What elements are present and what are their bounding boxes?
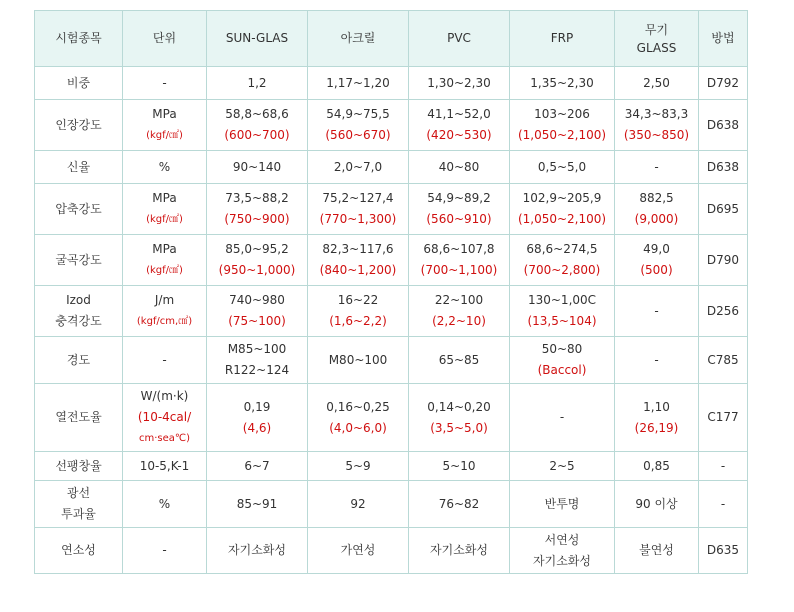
- cell-line: 65~85: [438, 352, 480, 367]
- table-row: [35, 384, 748, 452]
- cell-line: -: [654, 303, 659, 318]
- cell-line: cm·sea℃): [138, 433, 191, 444]
- cell-unit: [123, 528, 207, 574]
- cell-unit: [123, 452, 207, 481]
- cell-line: 반투명: [544, 496, 580, 511]
- cell-line: %: [158, 496, 171, 511]
- cell-acrylic: [308, 337, 409, 384]
- cell-line: (26,19): [634, 420, 679, 435]
- cell-line: 자기소화성: [228, 543, 286, 557]
- cell-frp: [510, 286, 615, 337]
- cell-sun-glas: [207, 481, 308, 528]
- cell-line: R122~124: [224, 363, 290, 377]
- cell-inorganic-glass: [615, 184, 699, 235]
- cell-line: C177: [707, 410, 739, 424]
- cell-line: W/(m·k): [140, 389, 189, 403]
- cell-method: [699, 452, 748, 481]
- cell-line: 0,16~0,25: [326, 399, 390, 414]
- cell-sun-glas: [207, 67, 308, 100]
- cell-line: 68,6~107,8: [423, 242, 495, 256]
- cell-sun-glas: [207, 151, 308, 184]
- cell-line: 76~82: [438, 496, 480, 511]
- cell-line: -: [720, 458, 726, 473]
- cell-unit: [123, 67, 207, 100]
- cell-test-item: [35, 528, 123, 574]
- cell-sun-glas: [207, 184, 308, 235]
- cell-test-item: [35, 151, 123, 184]
- cell-line: D256: [706, 303, 740, 318]
- cell-line: M85~100: [227, 342, 287, 356]
- cell-line: 연소성: [61, 543, 96, 557]
- cell-line: D638: [706, 117, 740, 132]
- table-body: [35, 67, 748, 574]
- cell-sun-glas: [207, 286, 308, 337]
- cell-line: 92: [350, 496, 366, 511]
- cell-pvc: [409, 481, 510, 528]
- header-method: 방법: [699, 11, 748, 67]
- cell-test-item: [35, 100, 123, 151]
- cell-line: 103~206: [534, 107, 590, 121]
- cell-line: 2~5: [549, 458, 575, 473]
- cell-inorganic-glass: [615, 67, 699, 100]
- cell-line: 투과율: [61, 507, 96, 521]
- cell-line: C785: [707, 352, 739, 367]
- cell-line: 0,19: [243, 399, 271, 414]
- cell-acrylic: [308, 151, 409, 184]
- table-row: [35, 528, 748, 574]
- cell-line: (560~910): [426, 212, 492, 226]
- cell-sun-glas: [207, 452, 308, 481]
- cell-line: (13,5~104): [527, 314, 597, 328]
- cell-unit: [123, 151, 207, 184]
- cell-pvc: [409, 151, 510, 184]
- cell-pvc: [409, 184, 510, 235]
- cell-line: (Baccol): [537, 363, 587, 377]
- table-row: [35, 481, 748, 528]
- cell-pvc: [409, 337, 510, 384]
- header-frp: FRP: [510, 11, 615, 67]
- header-unit: 단위: [123, 11, 207, 67]
- cell-line: 경도: [66, 352, 91, 367]
- cell-frp: [510, 67, 615, 100]
- table-row: [35, 337, 748, 384]
- cell-test-item: [35, 67, 123, 100]
- cell-line: 49,0: [643, 242, 670, 256]
- cell-line: 740~980: [229, 293, 285, 307]
- cell-frp: [510, 100, 615, 151]
- cell-frp: [510, 452, 615, 481]
- cell-line: 130~1,00C: [527, 293, 597, 307]
- cell-unit: [123, 481, 207, 528]
- cell-sun-glas: [207, 384, 308, 452]
- cell-method: [699, 100, 748, 151]
- cell-acrylic: [308, 384, 409, 452]
- cell-unit: [123, 100, 207, 151]
- cell-line: (kgf/cm,㎠): [136, 316, 193, 327]
- cell-line: (2,2~10): [432, 314, 486, 328]
- cell-line: (10-4cal/: [137, 410, 192, 424]
- cell-line: (770~1,300): [319, 212, 397, 226]
- cell-line: -: [654, 352, 659, 367]
- cell-line: (750~900): [224, 212, 290, 226]
- cell-line: -: [720, 496, 726, 511]
- cell-line: (1,6~2,2): [329, 314, 387, 328]
- cell-line: (4,6): [242, 420, 272, 435]
- cell-line: 85~91: [236, 496, 278, 511]
- cell-line: 82,3~117,6: [322, 242, 394, 256]
- cell-line: 0,5~5,0: [537, 159, 587, 174]
- cell-line: (700~2,800): [523, 263, 601, 277]
- cell-line: 자기소화성: [533, 553, 591, 568]
- cell-line: 0,14~0,20: [427, 399, 491, 414]
- cell-line: D635: [706, 543, 740, 557]
- cell-line: 1,30~2,30: [427, 75, 491, 90]
- cell-frp: [510, 235, 615, 286]
- cell-method: [699, 67, 748, 100]
- cell-method: [699, 481, 748, 528]
- table-row: [35, 100, 748, 151]
- cell-line: -: [162, 543, 167, 557]
- cell-line: 자기소화성: [430, 543, 488, 557]
- cell-line: 5~10: [442, 458, 476, 473]
- cell-line: (kgf/㎠): [146, 130, 183, 141]
- header-inorganic-glass-label: 무기 GLASS: [636, 22, 677, 55]
- cell-line: 6~7: [244, 458, 270, 473]
- cell-acrylic: [308, 67, 409, 100]
- cell-line: (500): [640, 263, 673, 277]
- cell-inorganic-glass: [615, 100, 699, 151]
- cell-line: 충격강도: [55, 314, 102, 328]
- cell-test-item: [35, 384, 123, 452]
- cell-line: (1,050~2,100): [517, 128, 607, 142]
- cell-unit: [123, 235, 207, 286]
- header-row: [35, 11, 748, 67]
- cell-line: 102,9~205,9: [522, 191, 602, 205]
- cell-acrylic: [308, 528, 409, 574]
- cell-test-item: [35, 452, 123, 481]
- cell-unit: [123, 286, 207, 337]
- header-sun-glas: SUN-GLAS: [207, 11, 308, 67]
- cell-line: 882,5: [639, 191, 674, 205]
- cell-test-item: [35, 184, 123, 235]
- cell-line: M80~100: [328, 352, 388, 367]
- cell-unit: [123, 184, 207, 235]
- cell-frp: [510, 384, 615, 452]
- cell-method: [699, 384, 748, 452]
- cell-pvc: [409, 528, 510, 574]
- cell-line: 40~80: [438, 159, 480, 174]
- cell-line: -: [162, 352, 167, 367]
- cell-frp: [510, 481, 615, 528]
- cell-test-item: [35, 286, 123, 337]
- cell-acrylic: [308, 184, 409, 235]
- cell-inorganic-glass: [615, 235, 699, 286]
- cell-frp: [510, 528, 615, 574]
- cell-line: 50~80: [541, 342, 583, 356]
- cell-inorganic-glass: [615, 337, 699, 384]
- cell-line: 54,9~75,5: [326, 107, 390, 121]
- cell-line: %: [158, 159, 171, 174]
- table-row: [35, 184, 748, 235]
- cell-line: (3,5~5,0): [430, 420, 488, 435]
- table-row: [35, 286, 748, 337]
- cell-pvc: [409, 384, 510, 452]
- cell-line: D792: [706, 75, 740, 90]
- cell-test-item: [35, 235, 123, 286]
- cell-line: Izod: [66, 293, 91, 307]
- cell-method: [699, 235, 748, 286]
- cell-line: (kgf/㎠): [146, 214, 183, 225]
- table-row: [35, 235, 748, 286]
- cell-line: -: [654, 159, 659, 174]
- cell-pvc: [409, 452, 510, 481]
- cell-line: (560~670): [325, 128, 391, 142]
- cell-line: D638: [706, 159, 740, 174]
- cell-method: [699, 151, 748, 184]
- cell-line: (700~1,100): [420, 263, 498, 277]
- cell-inorganic-glass: [615, 452, 699, 481]
- cell-line: (600~700): [224, 128, 290, 142]
- cell-line: 54,9~89,2: [427, 191, 491, 205]
- cell-pvc: [409, 235, 510, 286]
- cell-method: [699, 337, 748, 384]
- cell-line: 2,50: [643, 75, 670, 90]
- cell-line: 압축강도: [55, 201, 102, 216]
- cell-line: 굴곡강도: [55, 252, 102, 267]
- cell-test-item: [35, 481, 123, 528]
- cell-line: 1,10: [643, 399, 670, 414]
- cell-pvc: [409, 67, 510, 100]
- table-row: [35, 67, 748, 100]
- cell-sun-glas: [207, 235, 308, 286]
- cell-line: 73,5~88,2: [225, 191, 289, 205]
- cell-line: MPa: [152, 242, 177, 256]
- cell-line: 34,3~83,3: [624, 107, 689, 121]
- cell-test-item: [35, 337, 123, 384]
- cell-line: 90 이상: [635, 496, 678, 511]
- cell-inorganic-glass: [615, 528, 699, 574]
- table-row: [35, 151, 748, 184]
- header-pvc: PVC: [409, 11, 510, 67]
- cell-inorganic-glass: [615, 151, 699, 184]
- cell-line: J/m: [154, 293, 175, 307]
- cell-line: 75,2~127,4: [322, 191, 394, 205]
- cell-line: (950~1,000): [218, 263, 296, 277]
- cell-line: 85,0~95,2: [225, 242, 289, 256]
- cell-line: 22~100: [434, 293, 484, 307]
- cell-line: 비중: [66, 75, 91, 90]
- cell-line: 58,8~68,6: [225, 107, 289, 121]
- cell-pvc: [409, 286, 510, 337]
- cell-method: [699, 184, 748, 235]
- cell-line: 41,1~52,0: [427, 107, 491, 121]
- cell-sun-glas: [207, 337, 308, 384]
- cell-line: 2,0~7,0: [333, 159, 383, 174]
- header-acrylic: 아크릴: [308, 11, 409, 67]
- cell-frp: [510, 337, 615, 384]
- cell-frp: [510, 184, 615, 235]
- cell-line: 0,85: [643, 458, 670, 473]
- cell-sun-glas: [207, 100, 308, 151]
- cell-line: MPa: [152, 191, 177, 205]
- cell-line: -: [162, 75, 167, 90]
- cell-line: D790: [706, 252, 740, 267]
- cell-unit: [123, 337, 207, 384]
- cell-method: [699, 286, 748, 337]
- cell-line: 열전도율: [55, 410, 102, 424]
- cell-line: D695: [706, 201, 740, 216]
- cell-pvc: [409, 100, 510, 151]
- cell-line: (75~100): [228, 314, 286, 328]
- cell-acrylic: [308, 100, 409, 151]
- cell-line: 신율: [66, 159, 91, 174]
- cell-line: 5~9: [345, 458, 371, 473]
- cell-line: (kgf/㎠): [146, 265, 183, 276]
- cell-line: (1,050~2,100): [517, 212, 607, 226]
- cell-line: MPa: [152, 107, 177, 121]
- header-test-item: 시험종목: [35, 11, 123, 67]
- cell-line: 인장강도: [55, 117, 102, 132]
- cell-sun-glas: [207, 528, 308, 574]
- cell-line: 10-5,K-1: [139, 458, 190, 473]
- cell-line: 광선: [66, 486, 91, 500]
- cell-acrylic: [308, 481, 409, 528]
- cell-unit: [123, 384, 207, 452]
- material-properties-table: [34, 10, 748, 574]
- header-inorganic-glass: [615, 11, 699, 67]
- cell-line: -: [559, 410, 565, 424]
- cell-line: 1,2: [247, 75, 267, 90]
- cell-line: (4,0~6,0): [329, 420, 387, 435]
- cell-line: 1,17~1,20: [326, 75, 390, 90]
- table-row: [35, 452, 748, 481]
- cell-line: 90~140: [232, 159, 282, 174]
- cell-frp: [510, 151, 615, 184]
- cell-line: 선팽창율: [55, 458, 102, 473]
- cell-line: 16~22: [337, 293, 379, 307]
- cell-inorganic-glass: [615, 286, 699, 337]
- cell-line: (840~1,200): [319, 263, 397, 277]
- cell-method: [699, 528, 748, 574]
- cell-inorganic-glass: [615, 384, 699, 452]
- cell-inorganic-glass: [615, 481, 699, 528]
- cell-line: (9,000): [634, 212, 679, 226]
- cell-acrylic: [308, 286, 409, 337]
- cell-line: 1,35~2,30: [530, 75, 594, 90]
- cell-line: 가연성: [340, 543, 376, 557]
- cell-line: 68,6~274,5: [526, 242, 598, 256]
- cell-line: (420~530): [426, 128, 492, 142]
- cell-line: 서연성: [544, 532, 580, 547]
- cell-acrylic: [308, 235, 409, 286]
- cell-line: 불연성: [639, 543, 674, 557]
- cell-acrylic: [308, 452, 409, 481]
- cell-line: (350~850): [623, 128, 690, 142]
